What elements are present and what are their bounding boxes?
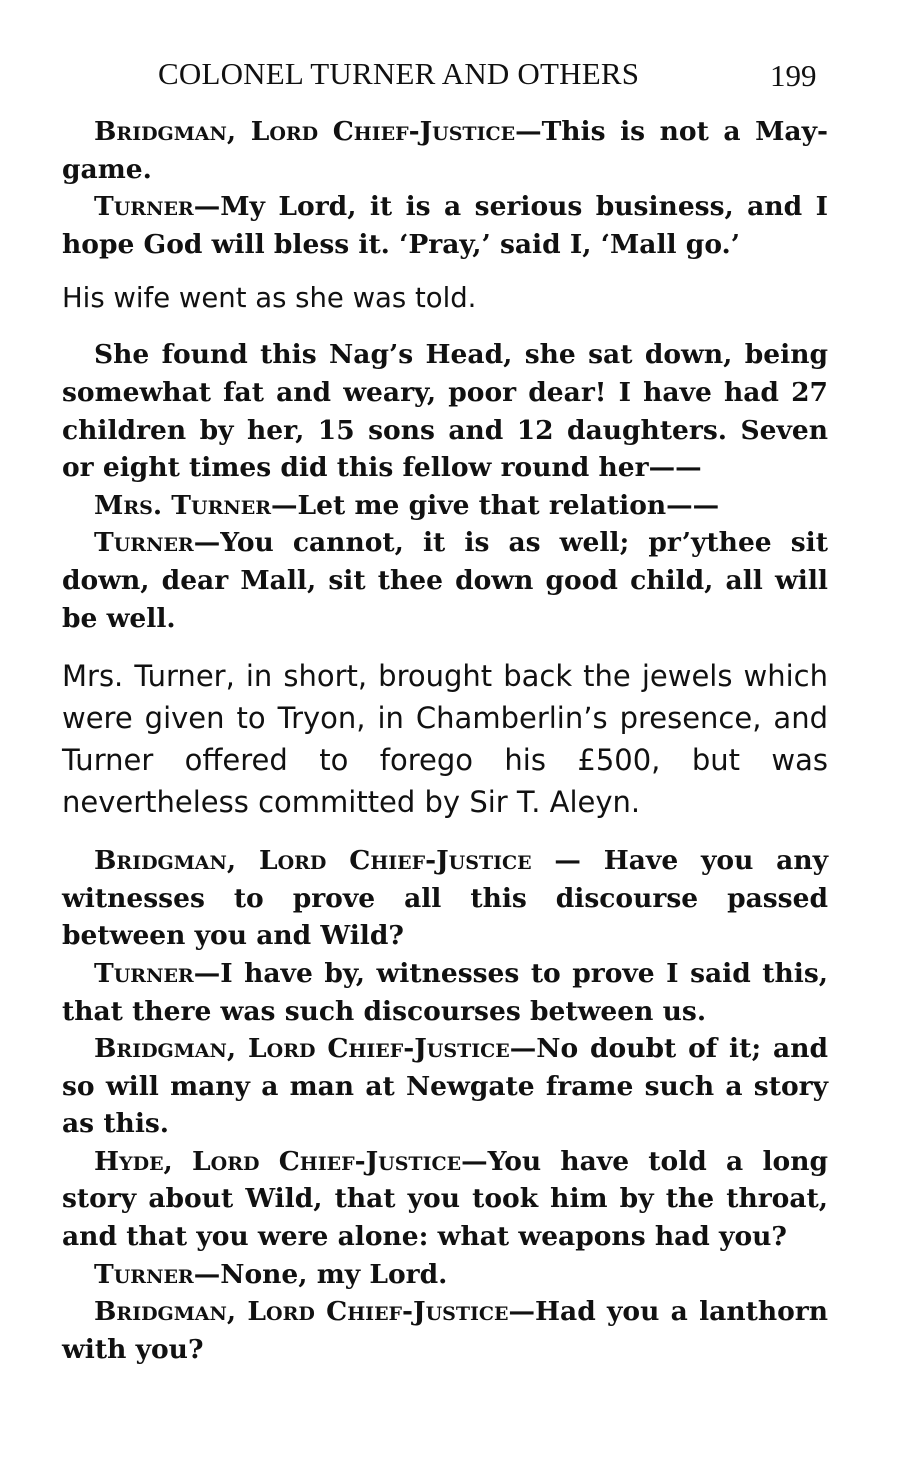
speaker-name: Bridgman, Lord Chief-Justice xyxy=(94,116,516,147)
dialogue-text: —Let me give that relation—— xyxy=(271,489,720,521)
dialogue-text: —You have told a long story about Wild, that you took him by the throat, and that you were alone: what weapons had you? xyxy=(62,1145,828,1253)
dialogue-paragraph xyxy=(62,842,828,955)
running-title: COLONEL TURNER AND OTHERS xyxy=(158,56,640,91)
speaker-name: Bridgman, Lord Chief-Justice xyxy=(94,1033,510,1065)
dialogue-paragraph xyxy=(62,1293,828,1368)
dialogue-text: —None, my Lord. xyxy=(193,1258,448,1290)
narrative-paragraph: Mrs. Turner, in short, brought back the jewels which were given to Tryon, in Chamberlin’s presence, and Turner offered to forego his £500, but was nevertheless committed by Sir T. Aleyn. xyxy=(62,659,828,820)
dialogue-paragraph xyxy=(62,524,828,637)
running-header xyxy=(0,52,900,98)
dialogue-paragraph xyxy=(62,1143,828,1256)
dialogue-text: — Have you any witnesses to prove all this discourse passed between you and Wild? xyxy=(62,845,828,952)
page-body xyxy=(62,113,828,1368)
dialogue-text: —No doubt of it; and so will many a man at Newgate frame such a story as this. xyxy=(62,1033,828,1140)
dialogue-paragraph xyxy=(62,1030,828,1143)
dialogue-paragraph xyxy=(62,955,828,1030)
dialogue-text: —I have by, witnesses to prove I said this, that there was such discourses between us. xyxy=(62,957,828,1027)
dialogue-paragraph xyxy=(62,487,828,525)
dialogue-text: —My Lord, it is a serious business, and I hope God will bless it. ‘Pray,’ said I, ‘Mall go.’ xyxy=(62,191,828,260)
dialogue-text: —This is not a May-game. xyxy=(62,116,828,185)
dialogue-paragraph xyxy=(62,113,828,188)
narrative-paragraph: His wife went as she was told. xyxy=(62,282,477,315)
dialogue-text: —You cannot, it is as well; pr’ythee sit down, dear Mall, sit thee down good child, all will be well. xyxy=(62,527,828,634)
speaker-name: Bridgman, Lord Chief-Justice xyxy=(94,1296,509,1328)
speaker-name: Turner xyxy=(94,191,194,223)
speaker-name: Turner xyxy=(94,957,194,989)
quoted-paragraph: She found this Nag’s Head, she sat down, being somewhat fat and weary, poor dear! I have had 27 children by her, 15 sons and 12 daughters. Seven or eight times did this fellow round her—— xyxy=(62,339,828,484)
dialogue-paragraph xyxy=(62,1256,828,1294)
speaker-name: Hyde, Lord Chief-Justice xyxy=(94,1145,462,1177)
speaker-name: Turner xyxy=(94,1258,194,1290)
speaker-name: Turner xyxy=(94,527,194,559)
speaker-name: Bridgman, Lord Chief-Justice xyxy=(94,845,532,877)
dialogue-text: —Had you a lanthorn with you? xyxy=(62,1296,828,1365)
speaker-name: Mrs. Turner xyxy=(94,489,272,521)
dialogue-paragraph xyxy=(62,188,828,263)
page-number: 199 xyxy=(770,58,817,93)
